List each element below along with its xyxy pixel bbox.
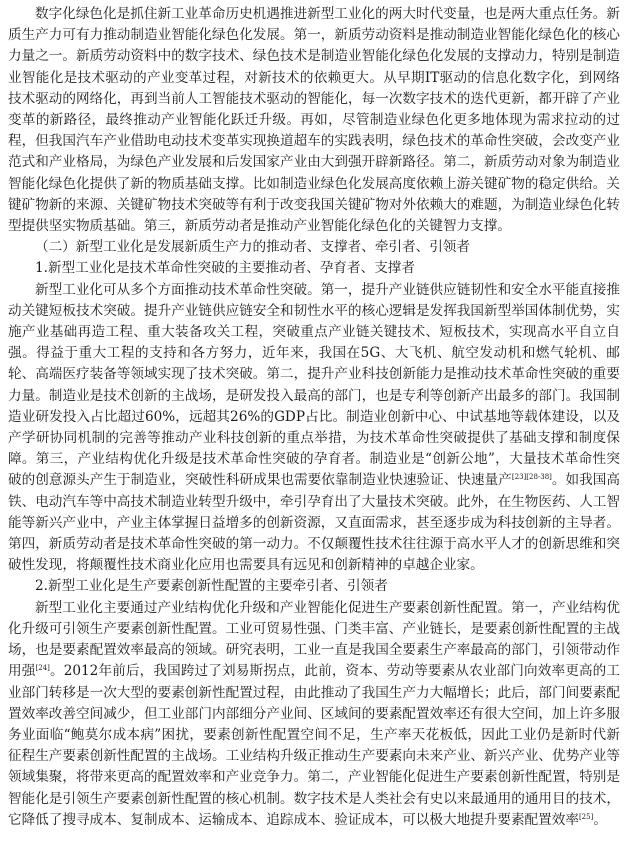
- paragraph-3-text-c: 。: [593, 811, 607, 828]
- paragraph-2-text-b: 。如我国高铁、电动汽车等中高技术制造业转型升级中，牵引孕育出了大量技术突破。此外，在生物医药、人工智能等新兴产业中，产业主体掌握日益增多的创新资源，又直面需求，甚至逐步成为科技创新的主导者。第四，新质劳动者是技术革命性突破的第一动力。不仅颠覆性技术往往源于高水平人才的创新思维和突破性发现，将颠覆性技术商业化应用也需要具有远见和创新精神的卓越企业家。: [8, 472, 620, 574]
- subsection-heading-2-1: 1.新型工业化是技术革命性突破的主要推动者、孕育者、支撑者: [35, 260, 415, 277]
- citation-superscript-25: [25]: [578, 812, 594, 821]
- citation-superscript: [23][28-38]: [511, 473, 552, 482]
- paragraph-3-text-b: 。2012年前后，我国跨过了刘易斯拐点，此前，资本、劳动等要素从农业部门向效率更高的工业部门转移是一次大型的要素创新性配置过程，由此推动了我国生产力大幅增长；此后，部门间要素配置效率改善空间减少，但工业部门内部细分产业间、区域间的要素配置效率还有很大空间，加上许多服务业面临“鲍莫尔成本病”困扰，要素创新性配置空间不足，生产率天花板低，因此工业仍是新时代新征程生产要素创新性配置的主战场。工业结构升级正推动生产要素向未来产业、新兴产业、优势产业等领域集聚，将带来更高的配置效率和产业竞争力。第二，产业智能化促进生产要素创新性配置，特别是智能化是引领生产要素创新性配置的核心机制。数字技术是人类社会有史以来最通用的通用目的技术，它降低了搜寻成本、复制成本、运输成本、追踪成本、验证成本，可以极大地提升要素配置效率: [8, 663, 621, 828]
- body-paragraph-3: [8, 598, 620, 831]
- paragraph-2-text-a: 新型工业化可从多个方面推动技术革命性突破。第一，提升产业链供应链韧性和安全水平能直接推动关键短板技术突破。提升产业链供应链安全和韧性水平的核心逻辑是发挥我国新型举国体制优势，实施产业基础再造工程、重大装备攻关工程，突破重点产业链关键技术、短板技术，实现高水平自立自强。得益于重大工程的支持和各方努力，近年来，我国在5G、大飞机、航空发动机和燃气轮机、邮轮、高端医疗装备等领域实现了技术突破。第二，提升产业科技创新能力是推动技术革命性突破的重要力量。制造业是技术创新的主战场，是研发投入最高的部门，也是专利等创新产出最多的部门。我国制造业研发投入占比超过60%，远超其26%的GDP占比。制造业创新中心、中试基地等载体建设，以及产学研协同机制的完善等推动产业科技创新的重点举措，为技术革命性突破提供了基础支撑和制度保障。第三，产业结构优化升级是技术革命性突破的孕育者。制造业是“创新公地”，大量技术革命性突破的创意源头产生于制造业，突破性科研成果也需要依靠制造业快速验证、快速量产: [8, 281, 620, 489]
- subsection-heading-2-2: 2.新型工业化是生产要素创新性配置的主要牵引者、引领者: [35, 578, 388, 595]
- body-paragraph-2: [8, 280, 620, 577]
- section-heading-2: （二）新型工业化是发展新质生产力的推动者、支撑者、牵引者、引领者: [35, 239, 470, 256]
- paragraph-3-text-a: 新型工业化主要通过产业结构优化升级和产业智能化促进生产要素创新性配置。第一，产业结构优化升级可引领生产要素创新性配置。工业可贸易性强、门类丰富、产业链长，是要素创新性配置的主战场，也是要素配置效率最高的领域。研究表明，工业一直是我国全要素生产率最高的部门，引领带动作用强: [8, 599, 620, 680]
- body-paragraph-1: 数字化绿色化是抓住新工业革命历史机遇推进新型工业化的两大时代变量，也是两大重点任务。新质生产力可有力推动制造业智能化绿色化发展。第一，新质劳动资料是推动制造业智能化绿色化的核心力量之一。新质劳动资料中的数字技术、绿色技术是制造业智能化绿色化发展的支撑动力，特别是制造业智能化是技术驱动的产业变革过程，对新技术的依赖更大。从早期IT驱动的信息化数字化，到网络技术驱动的网络化，再到当前人工智能技术驱动的智能化，每一次数字技术的迭代更新，都开辟了产业变革的新路径，最终推动产业智能化跃迁升级。再如，尽管制造业绿色化更多地体现为需求拉动的过程，但我国汽车产业借助电动技术变革实现换道超车的实践表明，绿色技术的革命性突破，会改变产业范式和产业格局，为绿色产业发展和后发国家产业由大到强开辟新路径。第二，新质劳动对象为制造业智能化绿色化提供了新的物质基础支撑。比如制造业绿色化发展高度依赖上游关键矿物的稳定供给。关键矿物新的来源、关键矿物技术突破等有利于改变我国关键矿物对外依赖大的难题，为制造业绿色化转型提供坚实物质基础。第三，新质劳动者是推动产业智能化绿色化的关键智力支撑。: [8, 6, 620, 235]
- citation-superscript-24: [24]: [35, 664, 50, 673]
